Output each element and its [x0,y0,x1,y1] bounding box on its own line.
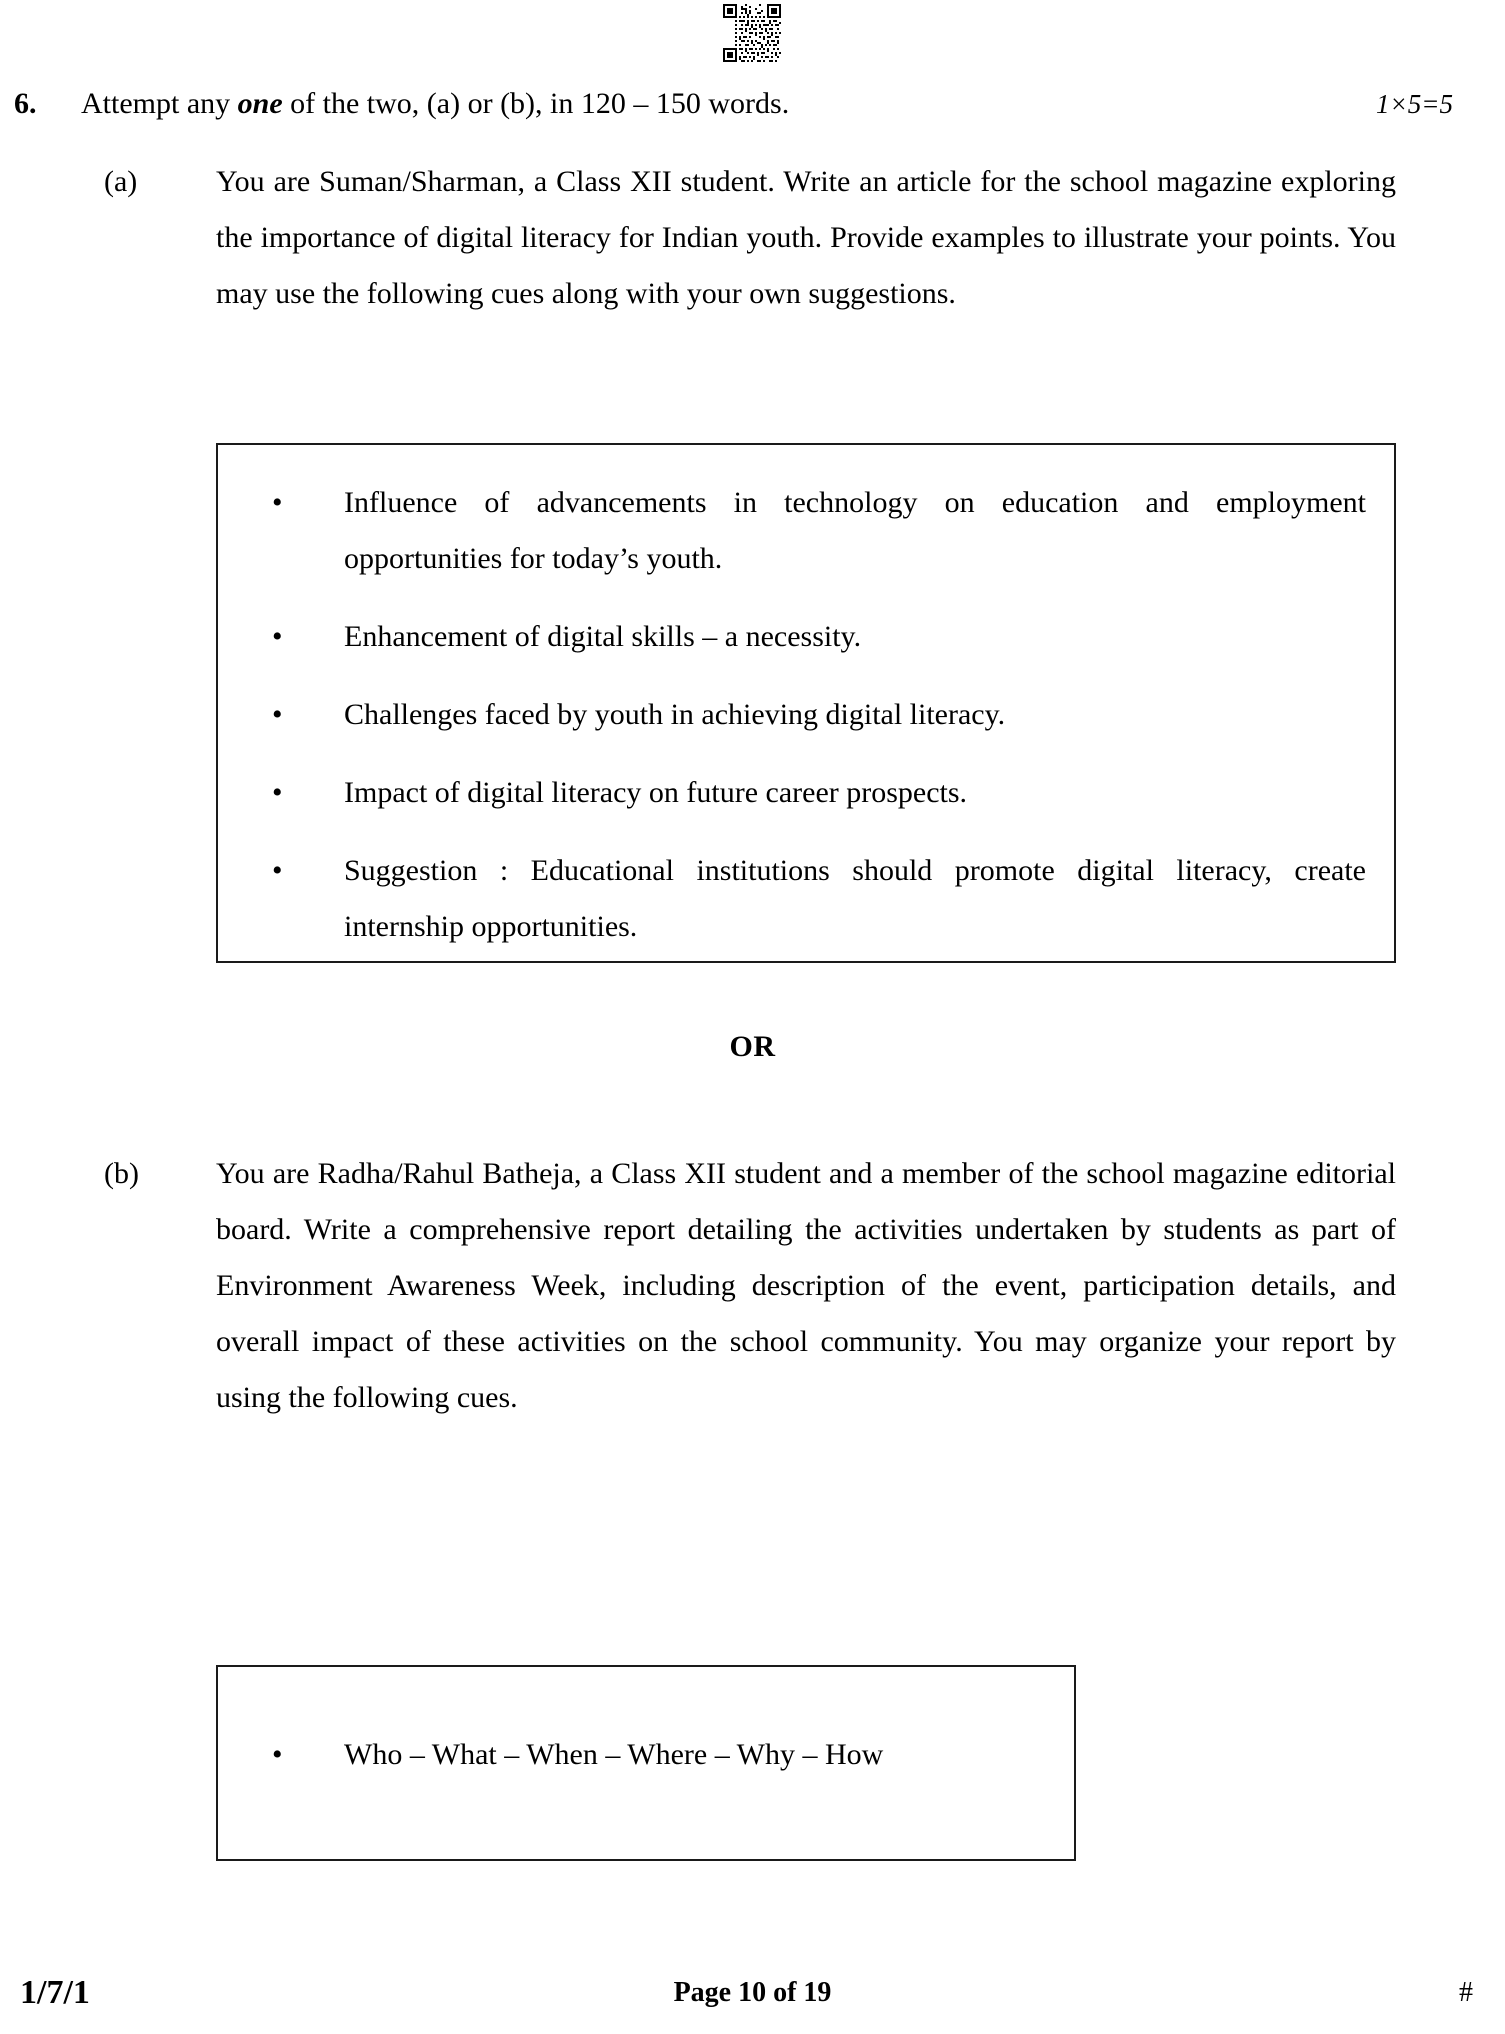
or-divider: OR [729,1030,776,1063]
cue-item [248,843,1366,955]
bullet-icon: • [272,486,283,519]
question-marks: 1×5=5 [1376,89,1453,119]
cue-item [248,1727,1046,1783]
paper-code: 1/7/1 [20,1974,90,2011]
bullet-icon: • [272,1738,283,1771]
page-footer [0,1968,1505,2018]
cue-item-text: Influence of advancements in technology on education and employment opportunities for today’s youth. [344,486,1366,575]
bullet-icon: • [272,698,283,731]
question-number: 6. [14,87,37,120]
cue-box-b [216,1665,1076,1861]
cue-item-text: Who – What – When – Where – Why – How [344,1738,884,1771]
question-instruction [81,82,789,126]
cue-item [248,609,1366,665]
question-text-after-emphasis: of the two, (a) or (b), in 120 – 150 words. [282,87,790,120]
part-b-body [216,1146,1396,1426]
cue-list-a [218,445,1394,955]
cue-list-b [218,1667,1074,1783]
part-a-label: (a) [104,165,138,198]
question-text-before-emphasis: Attempt any [81,87,238,120]
qr-code-icon [714,4,790,62]
bullet-icon: • [272,620,283,653]
page-indicator: Page 10 of 19 [673,1977,832,2008]
part-a-body [216,154,1396,322]
bullet-icon: • [272,776,283,809]
question-header-row [0,82,1505,126]
end-mark: # [1459,1977,1473,2008]
part-b-label: (b) [104,1157,139,1190]
part-b-paragraph: You are Radha/Rahul Batheja, a Class XII student and a member of the school magazine editorial board. Write a comprehensive report detailing the activities undertaken by students as part of Environment Awareness Week, including description of the event, participation details, and overall impact of these activities on the school community. You may organize your report by using the following cues. [216,1157,1396,1414]
cue-item-text: Suggestion : Educational institutions should promote digital literacy, create internship opportunities. [344,854,1366,943]
cue-item [248,765,1366,821]
question-emphasis-word: one [237,87,283,120]
cue-item-text: Impact of digital literacy on future career prospects. [344,776,968,809]
cue-box-a [216,443,1396,963]
cue-item [248,687,1366,743]
cue-item [248,475,1366,587]
cue-item-text: Enhancement of digital skills – a necessity. [344,620,862,653]
cue-item-text: Challenges faced by youth in achieving digital literacy. [344,698,1006,731]
bullet-icon: • [272,854,283,887]
part-a-paragraph: You are Suman/Sharman, a Class XII student. Write an article for the school magazine exploring the importance of digital literacy for Indian youth. Provide examples to illustrate your points. You may use the following cues along with your own suggestions. [216,165,1396,310]
